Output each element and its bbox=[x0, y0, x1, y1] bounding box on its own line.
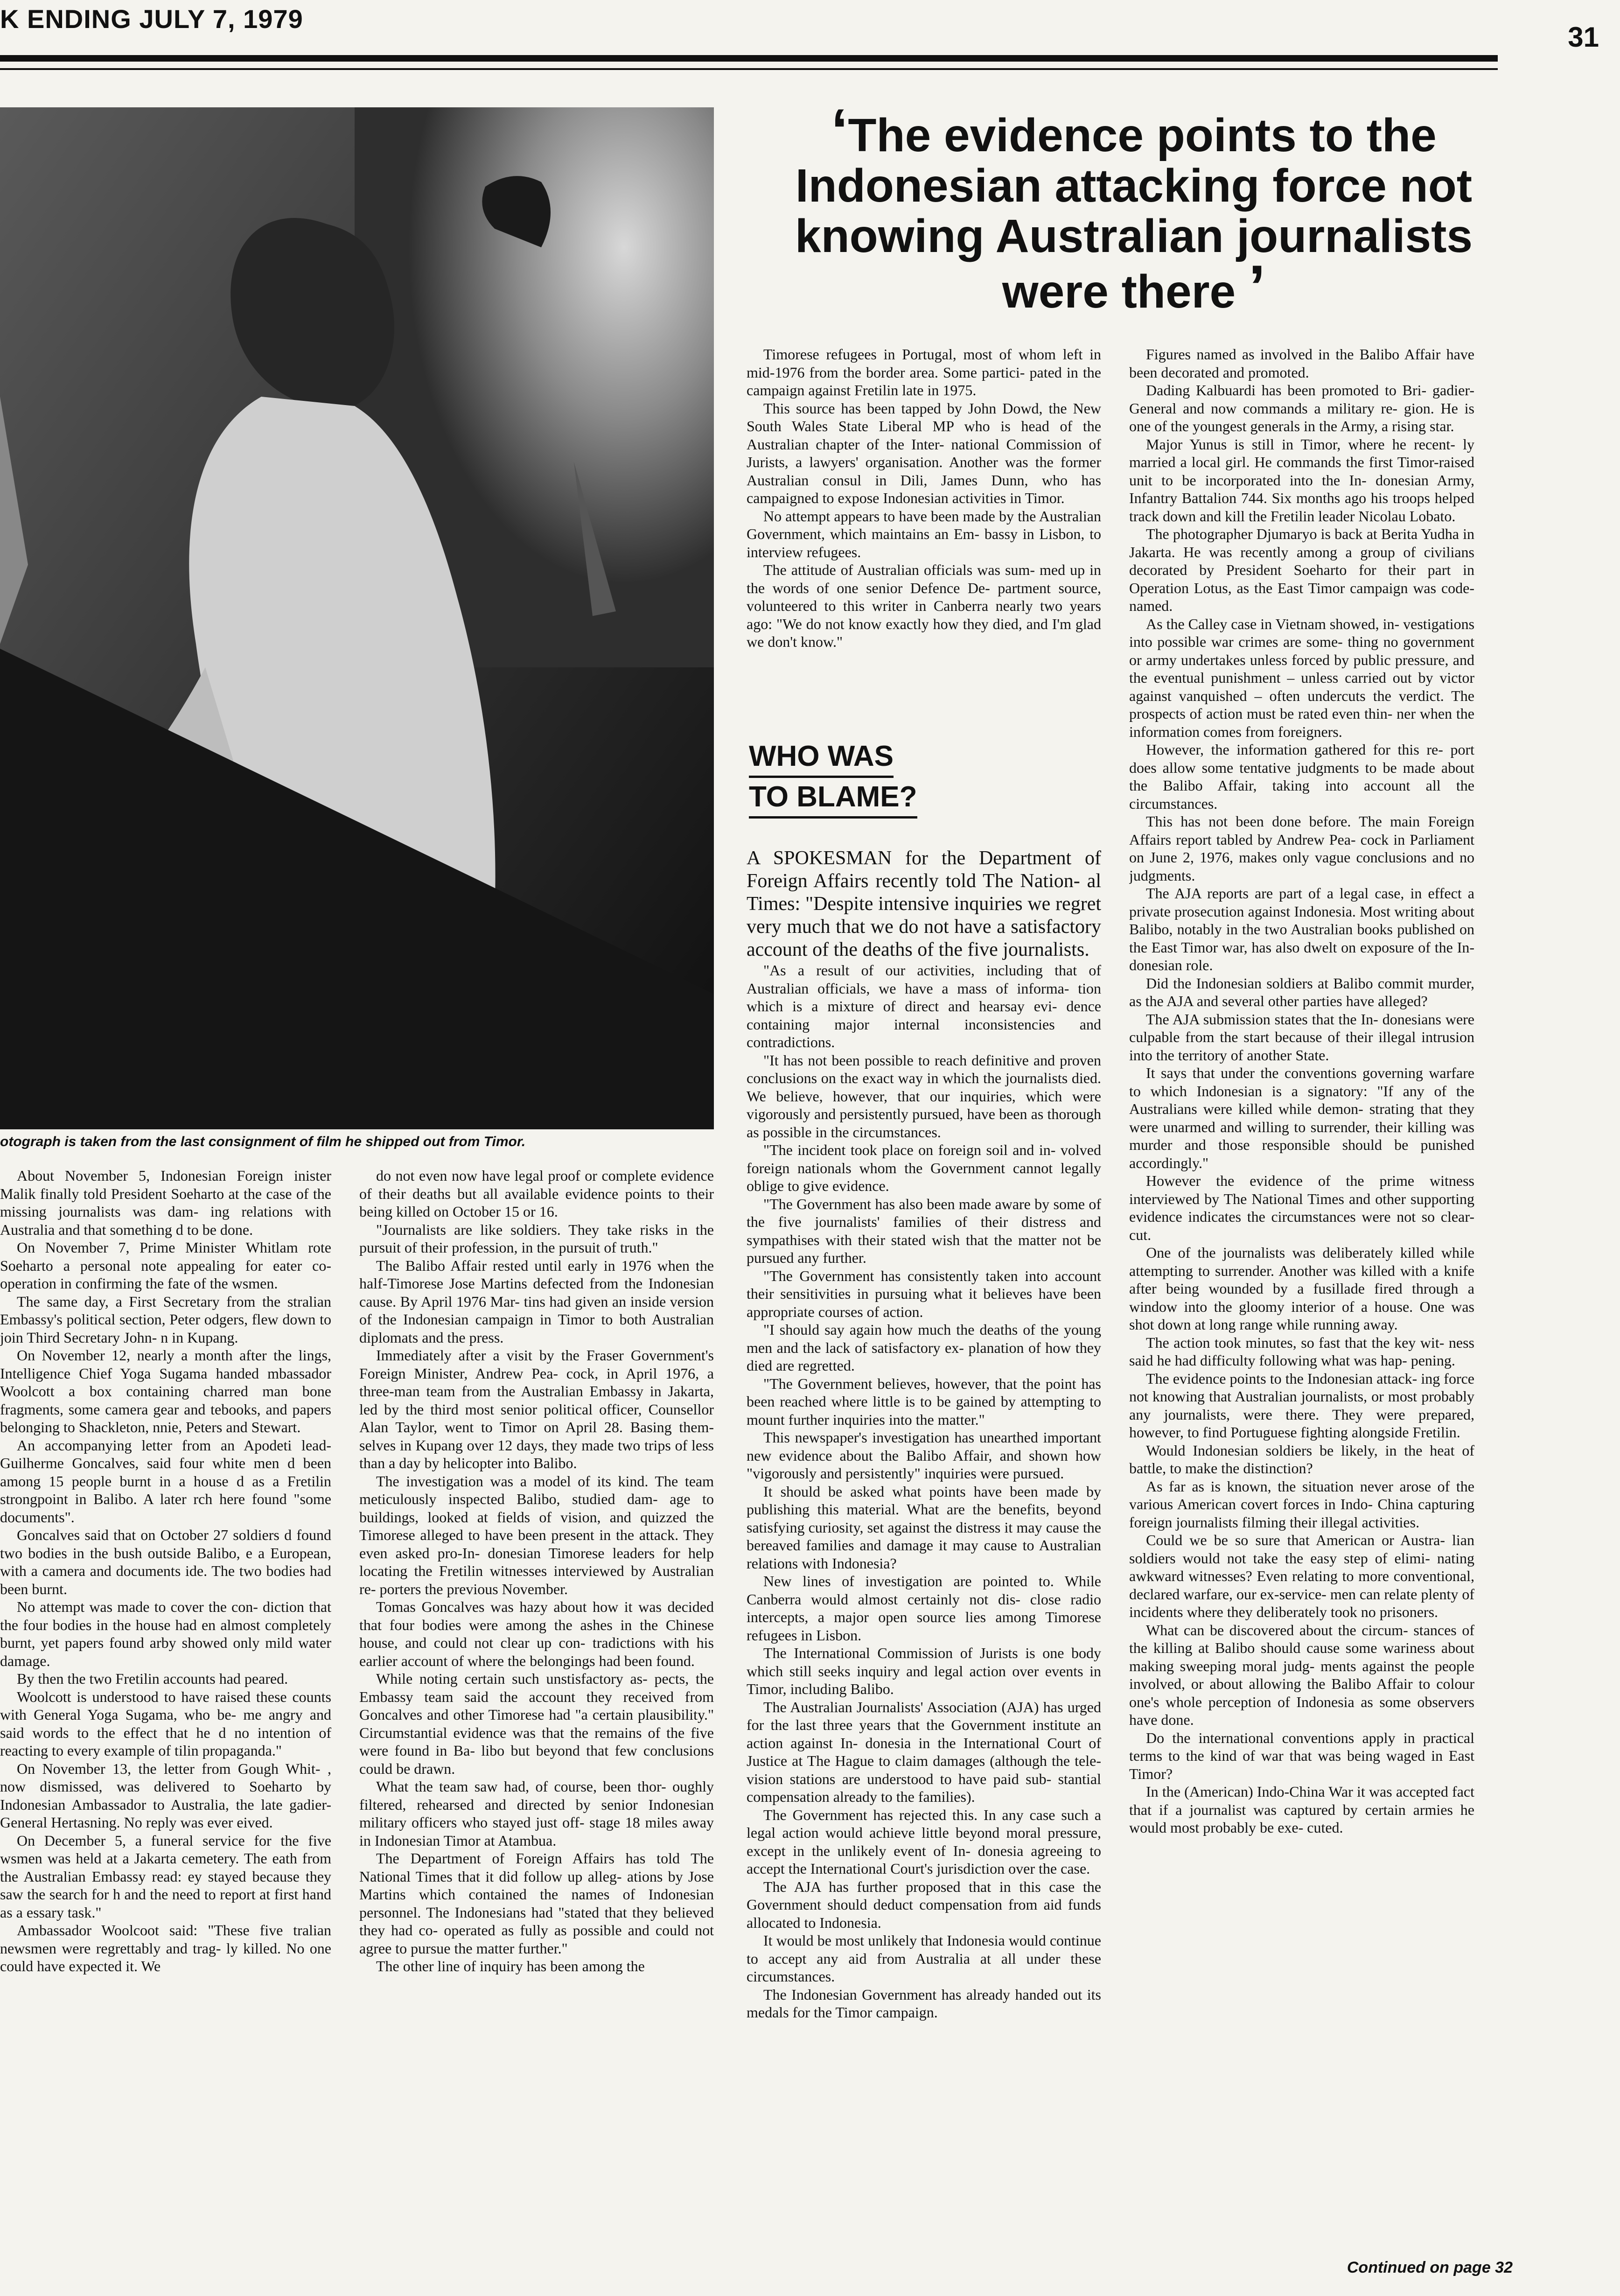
article-paragraph: Timorese refugees in Portugal, most of whom left in mid-1976 from the border area. Some partici- pated in the campaign against Fretilin late in 1975. bbox=[747, 346, 1101, 399]
pull-quote-open-mark: ‘ bbox=[831, 96, 848, 164]
news-photograph bbox=[0, 107, 714, 1129]
article-paragraph: "I should say again how much the deaths of the young men and the lack of satisfactory ex- planation of how they died are regretted. bbox=[747, 1321, 1101, 1374]
article-paragraph: Woolcott is understood to have raised these counts with General Yoga Sugama, who be- me angry and said words to the effect that he d no intention of reacting to every example of tilin propaganda." bbox=[0, 1688, 331, 1759]
article-paragraph: Immediately after a visit by the Fraser Government's Foreign Minister, Andrew Pea- cock, in April 1976, a three-man team from the Australian Embassy in Jakarta, led by the third most senior political officer, Counsellor Alan Taylor, went to Timor on April 28. Basing them- selves in Kupang over 12 days, they made two trips of less than a day by helicopter into Balibo. bbox=[359, 1347, 714, 1471]
article-paragraph: No attempt was made to cover the con- diction that the four bodies in the house had en almost completely burnt, yet papers found arby showed only mild water damage. bbox=[0, 1598, 331, 1669]
article-paragraph: "As a result of our activities, including that of Australian officials, we have a mass of informa- tion which is a mixture of direct and hearsay evi- dence containing major internal inconsistencies and contradictions. bbox=[747, 962, 1101, 1050]
continued-on-page-link[interactable]: Continued on page 32 bbox=[1347, 2259, 1513, 2276]
article-paragraph: What can be discovered about the circum- stances of the killing at Balibo should cause some wariness about making sweeping moral judg- ments against the people involved, or about allowing the Balibo Affair to colour one's whole perception of Indonesia as some observers have done. bbox=[1129, 1621, 1474, 1728]
article-paragraph: No attempt appears to have been made by the Australian Government, which maintains an Em- bassy in Lisbon, to interview refugees. bbox=[747, 507, 1101, 560]
article-paragraph: The attitude of Australian officials was sum- med up in the words of one senior Defence De- partment source, volunteered to this writer in Canberra nearly two years ago: "We do not know exactly how they died, and I'm glad we don't know." bbox=[747, 561, 1101, 650]
article-paragraph: The Indonesian Government has already handed out its medals for the Timor campaign. bbox=[747, 1986, 1101, 2021]
masthead-rule-thick bbox=[0, 55, 1498, 62]
article-paragraph: Goncalves said that on October 27 soldiers d found two bodies in the bush outside Balibo, e a European, with a camera and documents ide. The two bodies had been burnt. bbox=[0, 1526, 331, 1597]
pull-quote bbox=[770, 96, 1498, 321]
article-paragraph: On November 7, Prime Minister Whitlam rote Soeharto a personal note appealing for eater co-operation in confirming the fate of the wsmen. bbox=[0, 1239, 331, 1292]
article-paragraph: The Government has rejected this. In any case such a legal action would achieve little beyond moral pressure, except in the unlikely event of In- donesia agreeing to accept the International Court's jurisdiction over the case. bbox=[747, 1806, 1101, 1877]
article-paragraph: An accompanying letter from an Apodeti lead- Guilherme Goncalves, said four white men d been among 15 people burnt in a house d as a Fretilin strongpoint in Balibo. A later rch here found "some documents". bbox=[0, 1436, 331, 1526]
article-paragraph: Did the Indonesian soldiers at Balibo commit murder, as the AJA and several other parties have alleged? bbox=[1129, 974, 1474, 1009]
article-column-a bbox=[0, 1167, 331, 2268]
article-paragraph: In the (American) Indo-China War it was accepted fact that if a journalist was captured by certain armies he would most probably be exe- cuted. bbox=[1129, 1783, 1474, 1836]
column-c-paragraphs bbox=[747, 961, 1101, 2022]
article-paragraph: This newspaper's investigation has unearthed important new evidence about the Balibo Affair, and shown how "vigorously and persistently" inquiries were pursued. bbox=[747, 1429, 1101, 1482]
article-column-c-body bbox=[747, 847, 1101, 2270]
article-paragraph: This source has been tapped by John Dowd, the New South Wales State Liberal MP who is head of the Australian chapter of the Inter- national Commission of Jurists, a lawyers' organisation. Another was the former Australian consul in Dili, James Dunn, who has campaigned to expose Indonesian activities in Timor. bbox=[747, 399, 1101, 506]
article-column-c-top bbox=[747, 345, 1101, 747]
article-paragraph: Tomas Goncalves was hazy about how it was decided that four bodies were among the ashes in the Chinese house, and could not clear up con- tradictions with his earlier account of where the belongings had been found. bbox=[359, 1598, 714, 1669]
article-paragraph: It says that under the conventions governing warfare to which Indonesian is a signatory: "If any of the Australians were killed while demon- strating that they were unarmed and willing to surrender, their killing was murder and those responsible should be punished accordingly." bbox=[1129, 1064, 1474, 1171]
article-paragraph: The Australian Journalists' Association (AJA) has urged for the last three years that the Government institute an action against In- donesia in the International Court of Justice at The Hague to claim damages (although the tele- vision stations are understood to have paid sub- stantial compensation already to the families). bbox=[747, 1698, 1101, 1805]
article-paragraph: "The Government has also been made aware by some of the five journalists' families of their distress and sympathises with their stated wish that the matter not be pursued any further. bbox=[747, 1195, 1101, 1266]
article-paragraph: On December 5, a funeral service for the five wsmen was held at a Jakarta cemetery. The eath from the Australian Embassy read: ey stayed because they saw the search for h and the need to report at first hand as a essary task." bbox=[0, 1832, 331, 1921]
article-paragraph: The AJA submission states that the In- donesians were culpable from the start because of their illegal intrusion into the territory of another State. bbox=[1129, 1010, 1474, 1064]
article-paragraph: "The Government believes, however, that the point has been reached where little is to be gained by attempting to mount further inquiries into the matter." bbox=[747, 1375, 1101, 1428]
article-paragraph: Could we be so sure that American or Austra- lian soldiers would not take the easy step of elimi- nating awkward witnesses? Even relating to more conventional, declared warfare, our ex-service- men can relate plenty of incidents where they deliberately took no prisoners. bbox=[1129, 1532, 1474, 1620]
article-paragraph: While noting certain such unstisfactory as- pects, the Embassy team said the account they received from Goncalves and other Timorese had "a certain plausibility." Circumstantial evidence was that the remains of the five were found in Ba- libo but beyond that few conclusions could be drawn. bbox=[359, 1670, 714, 1777]
article-column-b bbox=[359, 1167, 714, 2268]
article-paragraph: The photographer Djumaryo is back at Berita Yudha in Jakarta. He was recently among a group of civilians decorated by President Soeharto for their part in Operation Lotus, as the East Timor campaign was code-named. bbox=[1129, 525, 1474, 614]
article-paragraph: The Balibo Affair rested until early in 1976 when the half-Timorese Jose Martins defected from the Indonesian cause. By April 1976 Mar- tins had given an inside version of the Indonesian campaign in Timor to both Australian diplomats and the press. bbox=[359, 1257, 714, 1346]
article-paragraph: As far as is known, the situation never arose of the various American covert forces in Indo- China capturing foreign journalists filming their illegal activities. bbox=[1129, 1477, 1474, 1531]
article-paragraph: About November 5, Indonesian Foreign inister Malik finally told President Soeharto at the case of the missing journalists was dam- ing relations with Australia and that something d to be done. bbox=[0, 1167, 331, 1238]
article-paragraph: On November 13, the letter from Gough Whit- , now dismissed, was delivered to Soeharto by Indonesian Ambassador to Australia, the late gadier-General Hertasning. No reply was ever eived. bbox=[0, 1760, 331, 1831]
article-paragraph: Would Indonesian soldiers be likely, in the heat of battle, to make the distinction? bbox=[1129, 1442, 1474, 1477]
article-paragraph: One of the journalists was deliberately killed while attempting to surrender. Another was killed with a knife after being wounded by a fusillade fired through a window into the gloomy interior of a house. One was shot down at long range while running away. bbox=[1129, 1244, 1474, 1333]
section-headline bbox=[749, 737, 968, 819]
photograph-illustration bbox=[0, 107, 714, 1129]
article-paragraph: "The incident took place on foreign soil and in- volved foreign nationals whom the Government cannot legally oblige to give evidence. bbox=[747, 1141, 1101, 1194]
page-number: 31 bbox=[1568, 21, 1599, 53]
article-paragraph: However, the information gathered for this re- port does allow some tentative judgments to be made about the Balibo Affair, taking into account all the circumstances. bbox=[1129, 741, 1474, 812]
article-paragraph: Ambassador Woolcoot said: "These five tralian newsmen were regrettably and trag- ly killed. No one could have expected it. We bbox=[0, 1922, 331, 1974]
masthead-date: K ENDING JULY 7, 1979 bbox=[0, 4, 303, 34]
article-paragraph: What the team saw had, of course, been thor- oughly filtered, rehearsed and directed by senior Indonesian military officers who stayed just off- stage 18 miles away in Indonesian Timor at Atambua. bbox=[359, 1778, 714, 1849]
article-paragraph: Major Yunus is still in Timor, where he recent- ly married a local girl. He commands the first Timor-raised unit to be incorporated into the In- donesian Army, Infantry Battalion 744. Six months ago his troops helped track down and kill the Fretilin leader Nicolau Lobato. bbox=[1129, 435, 1474, 525]
article-paragraph: "Journalists are like soldiers. They take risks in the pursuit of their profession, in the pursuit of truth." bbox=[359, 1221, 714, 1256]
article-paragraph: However the evidence of the prime witness interviewed by The National Times and other supporting evidence indicates the circumstances were not so clear-cut. bbox=[1129, 1172, 1474, 1243]
article-paragraph: The Department of Foreign Affairs has told The National Times that it did follow up alleg- ations by Jose Martins which contained the names of Indonesian personnel. The Indonesians had "stated that they believed they had co- operated as fully as possible and could not agree to pursue the matter further." bbox=[359, 1850, 714, 1957]
article-paragraph: The other line of inquiry has been among the bbox=[376, 1958, 645, 1974]
article-paragraph: This has not been done before. The main Foreign Affairs report tabled by Andrew Pea- cock in Parliament on June 2, 1976, makes only vague conclusions and no judgments. bbox=[1129, 813, 1474, 884]
photo-caption: otograph is taken from the last consignment of film he shipped out from Timor. bbox=[0, 1134, 526, 1149]
article-paragraph: The International Commission of Jurists is one body which still seeks inquiry and legal action over events in Timor, including Balibo. bbox=[747, 1645, 1101, 1697]
article-paragraph: The AJA has further proposed that in this case the Government should deduct compensation from aid funds allocated to Indonesia. bbox=[747, 1878, 1101, 1931]
pull-quote-text: The evidence points to the Indonesian attacking force not knowing Australian journalists were there bbox=[795, 109, 1473, 318]
article-paragraph: do not even now have legal proof or complete evidence of their deaths but all available evidence points to their being killed on October 15 or 16. bbox=[359, 1167, 714, 1220]
article-paragraph: The same day, a First Secretary from the stralian Embassy's political section, Peter odgers, flew down to join Third Secretary John- n in Kupang. bbox=[0, 1293, 331, 1346]
article-paragraph: It should be asked what points have been made by publishing this material. What are the benefits, beyond satisfying curiosity, set against the distress it may cause the bereaved families and damage it may cause to Australian relations with Indonesia? bbox=[747, 1483, 1101, 1572]
lede-paragraph: A SPOKESMAN for the Department of Foreign Affairs recently told The Nation- al Times: "Despite intensive inquiries we regret very much that we do not have a satisfactory account of the deaths of the five journalists. bbox=[747, 847, 1101, 960]
article-paragraph: "It has not been possible to reach definitive and proven conclusions on the exact way in which the journalists died. We believe, however, that our inquiries, which were vigorously and persistently pursued, have been as thorough as possible in the circumstances. bbox=[747, 1051, 1101, 1141]
article-paragraph: "The Government has consistently taken into account their sensitivities in pursuing what it believes have been appropriate courses of action. bbox=[747, 1267, 1101, 1320]
masthead-rule-thin bbox=[0, 68, 1498, 70]
article-paragraph: Figures named as involved in the Balibo Affair have been decorated and promoted. bbox=[1129, 346, 1474, 381]
article-paragraph: On November 12, nearly a month after the lings, Intelligence Chief Yoga Sugama handed mbassador Woolcott a box containing charred man bone fragments, some camera gear and tebooks, and papers belonging to Shackleton, nnie, Peters and Stewart. bbox=[0, 1347, 331, 1435]
article-paragraph: It would be most unlikely that Indonesia would continue to accept any aid from Australia at all under these circumstances. bbox=[747, 1932, 1101, 1985]
pull-quote-close-mark: ’ bbox=[1248, 252, 1266, 321]
article-paragraph: New lines of investigation are pointed to. While Canberra would almost certainly not dis- close radio intercepts, a major open source lies among Timorese refugees in Lisbon. bbox=[747, 1573, 1101, 1644]
article-paragraph: The AJA reports are part of a legal case, in effect a private prosecution against Indonesia. Most writing about Balibo, notably in the two Australian books published on the East Timor war, has also dwelt on exposure of the In- donesian role. bbox=[1129, 885, 1474, 973]
article-paragraph: As the Calley case in Vietnam showed, in- vestigations into possible war crimes are some- thing no government or army undertakes unless forced by public pressure, and the eventual punishment – unless carried out by victor against vanquished – often undercuts the verdict. The prospects of action must be rated even thin- ner when the information comes from foreigners. bbox=[1129, 615, 1474, 740]
article-paragraph: Do the international conventions apply in practical terms to the kind of war that was being waged in East Timor? bbox=[1129, 1729, 1474, 1782]
section-headline-line-2: TO BLAME? bbox=[749, 778, 917, 819]
article-column-d bbox=[1129, 345, 1474, 2240]
article-paragraph: The investigation was a model of its kind. The team meticulously inspected Balibo, studied dam- age to buildings, looked at fields of vision, and quizzed the Timorese alleged to have been present in the attack. They even asked pro-In- donesian Timorese leaders for help locating the Fretilin witnesses interviewed by Australian re- porters the previous November. bbox=[359, 1472, 714, 1597]
section-headline-line-1: WHO WAS bbox=[749, 737, 894, 778]
article-paragraph: By then the two Fretilin accounts had peared. bbox=[17, 1670, 288, 1687]
article-paragraph: Dading Kalbuardi has been promoted to Bri- gadier-General and now commands a military re- gion. He is one of the youngest generals in the Army, a rising star. bbox=[1129, 382, 1474, 434]
article-paragraph: The action took minutes, so fast that the key wit- ness said he had difficulty following what was hap- pening. bbox=[1129, 1334, 1474, 1369]
article-paragraph: The evidence points to the Indonesian attack- ing force not knowing that Australian journalists, or most probably any journalists, were there. They were prepared, however, to find Portuguese fighting alongside Fretilin. bbox=[1129, 1370, 1474, 1441]
